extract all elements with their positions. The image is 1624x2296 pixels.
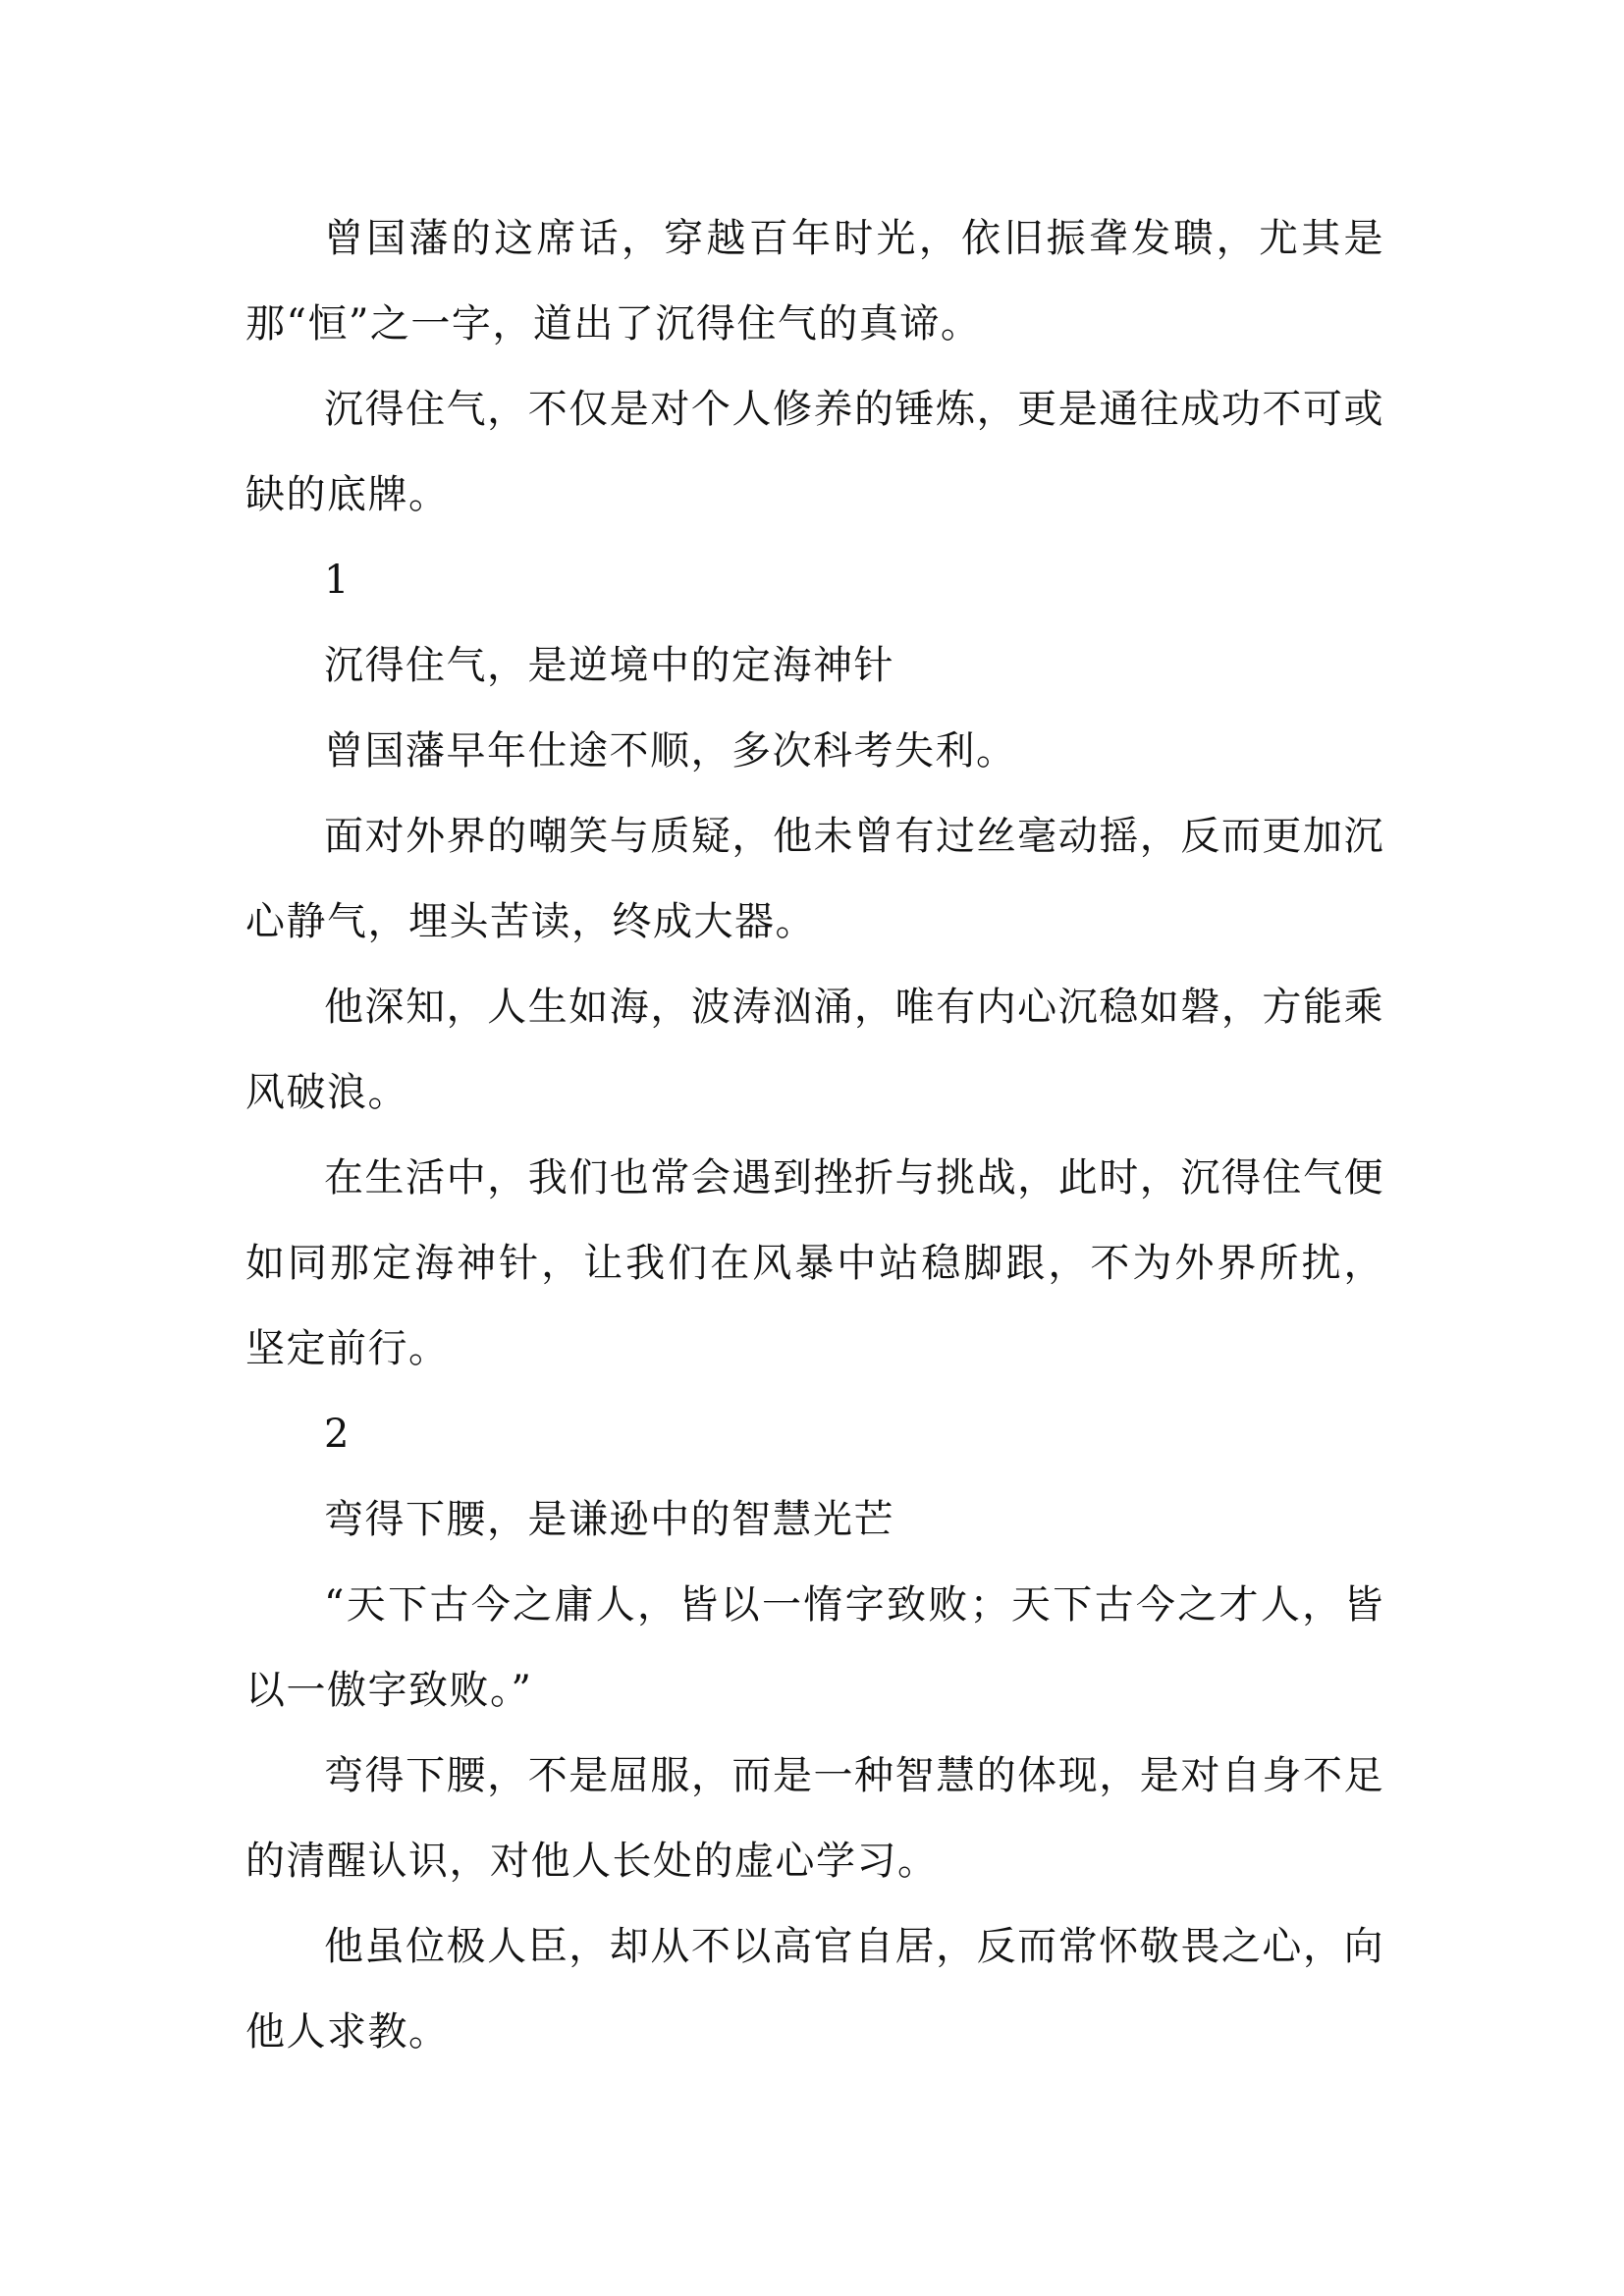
section-heading: 弯得下腰，是谦逊中的智慧光芒	[324, 1497, 894, 1542]
paragraph: 他虽位极人臣，却从不以高官自居，反而常怀敬畏之心，向他人求教。	[245, 1924, 1384, 2055]
paragraph: 在生活中，我们也常会遇到挫折与挑战，此时，沉得住气便如同那定海神针，让我们在风暴中站稳脚跟，不为外界所扰，坚定前行。	[245, 1155, 1384, 1371]
paragraph: 他深知，人生如海，波涛汹涌，唯有内心沉稳如磐，方能乘风破浪。	[245, 985, 1384, 1115]
paragraph: 曾国藩的这席话，穿越百年时光，依旧振聋发聩，尤其是那“恒”之一字，道出了沉得住气的真谛。	[245, 216, 1384, 347]
section-heading: 沉得住气，是逆境中的定海神针	[324, 643, 894, 688]
paragraph: 弯得下腰，不是屈服，而是一种智慧的体现，是对自身不足的清醒认识，对他人长处的虚心学习。	[245, 1753, 1384, 1884]
quote-paragraph: “天下古今之庸人，皆以一惰字致败；天下古今之才人，皆以一傲字致败。”	[245, 1582, 1384, 1713]
section-number: 1	[324, 558, 351, 603]
body-text	[245, 196, 1384, 2075]
paragraph: 面对外界的嘲笑与质疑，他未曾有过丝毫动摇，反而更加沉心静气，埋头苦读，终成大器。	[245, 814, 1384, 944]
paragraph: 沉得住气，不仅是对个人修养的锤炼，更是通往成功不可或缺的底牌。	[245, 387, 1384, 517]
section-number: 2	[324, 1412, 351, 1457]
paragraph: 曾国藩早年仕途不顺，多次科考失利。	[324, 728, 1017, 774]
